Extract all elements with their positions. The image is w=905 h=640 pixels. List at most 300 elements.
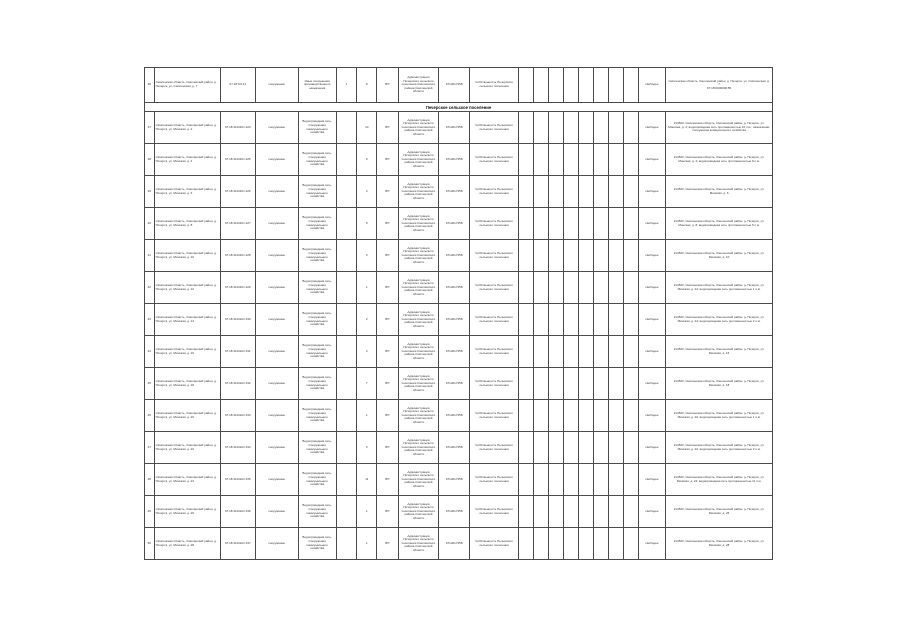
table-row: [145, 400, 773, 432]
col-c: В/Т: [377, 304, 398, 336]
table-row: [145, 368, 773, 400]
status: свободен: [638, 68, 666, 103]
holder: Администрация Печерского сельского поселения Смоленского района Смоленской области: [398, 176, 439, 208]
table-row: [145, 464, 773, 496]
col-c: В/Т: [377, 208, 398, 240]
empty-cell: [608, 144, 623, 176]
col-b: 7: [357, 368, 377, 400]
object-type: сооружение: [255, 336, 298, 368]
col-c: В/Т: [377, 528, 398, 560]
empty-cell: [593, 336, 608, 368]
cadastral-number: 67:18:3110101:131: [220, 336, 255, 368]
owner-right: Собственность Печерского сельского поселения: [470, 368, 519, 400]
status: свободен: [638, 496, 666, 528]
object-purpose: Водопроводная сеть, Сооружения коммунального хозяйства: [298, 144, 336, 176]
col-c: В/Т: [377, 112, 398, 144]
col-b: 0: [357, 68, 377, 103]
location-note: 214520, Смоленская область, Смоленский район, д. Печерск, ул. Минская, д. 6: [666, 176, 773, 208]
table-row: [145, 144, 773, 176]
empty-cell: [548, 208, 563, 240]
row-number: 41: [145, 240, 155, 272]
col-a: [336, 176, 356, 208]
col-b: 1: [357, 528, 377, 560]
location-code: 67:18:0000000:55: [707, 85, 732, 90]
location-note: 214520, Смоленская область, Смоленский район, д. Печерск, ул. Минская, д. 16: [666, 336, 773, 368]
location-note: 214520, Смоленская область, Смоленский район, д. Печерск, ул. Минская, д. 2; водопроводная сеть протяженностью 10 п.м., назначение: сооружения коммунального хозяйства: [666, 112, 773, 144]
object-address: Смоленская область, Смоленский район, д. Печерск, ул. Минская, д. 14: [154, 304, 220, 336]
empty-cell: [578, 304, 593, 336]
empty-cell: [623, 240, 638, 272]
empty-cell: [563, 496, 578, 528]
location-note: 214520, Смоленская область, Смоленский район, д. Печерск, ул. Минская, д. 12; водопроводная сеть протяженностью 1 п.м.: [666, 272, 773, 304]
object-type: сооружение: [255, 400, 298, 432]
empty-cell: [548, 400, 563, 432]
empty-cell: [519, 464, 534, 496]
owner-right: Собственность Печерского сельского поселения: [470, 464, 519, 496]
empty-cell: [593, 272, 608, 304]
row-number: 47: [145, 432, 155, 464]
object-address: Смоленская область, Смоленский район, д. Печерск, ул. Минская, д. 22: [154, 432, 220, 464]
empty-cell: [623, 304, 638, 336]
col-a: [336, 112, 356, 144]
section-header-row: [145, 103, 773, 112]
object-type: сооружение: [255, 432, 298, 464]
row-number: 45: [145, 368, 155, 400]
inn: 6714017258: [439, 68, 470, 103]
empty-cell: [578, 464, 593, 496]
object-type: сооружение: [255, 528, 298, 560]
holder: Администрация Печерского сельского поселения Смоленского района Смоленской области: [398, 304, 439, 336]
empty-cell: [623, 528, 638, 560]
empty-cell: [548, 112, 563, 144]
object-purpose: Водопроводная сеть, Сооружения коммунального хозяйства: [298, 304, 336, 336]
empty-cell: [593, 464, 608, 496]
empty-cell: [608, 496, 623, 528]
owner-right: Собственность Печерского сельского поселения: [470, 496, 519, 528]
holder: Администрация Печерского сельского поселения Смоленского района Смоленской области: [398, 528, 439, 560]
object-purpose: Водопроводная сеть, Сооружения коммунального хозяйства: [298, 368, 336, 400]
empty-cell: [623, 432, 638, 464]
empty-cell: [548, 496, 563, 528]
inn: 6714017258: [439, 176, 470, 208]
empty-cell: [548, 272, 563, 304]
owner-right: Собственность Печерского сельского поселения: [470, 144, 519, 176]
empty-cell: [534, 400, 549, 432]
col-c: В/Т: [377, 240, 398, 272]
inn: 6714017258: [439, 464, 470, 496]
location-note: 214520, Смоленская область, Смоленский район, д. Печерск, ул. Минская, д. 14; водопроводная сеть протяженностью 2 п.м.: [666, 304, 773, 336]
empty-cell: [608, 176, 623, 208]
status: свободен: [638, 336, 666, 368]
col-c: В/Т: [377, 144, 398, 176]
empty-cell: [578, 272, 593, 304]
row-number: 36: [145, 68, 155, 103]
holder: Администрация Печерского сельского поселения Смоленского района Смоленской области: [398, 68, 439, 103]
holder: Администрация Печерского сельского поселения Смоленского района Смоленской области: [398, 496, 439, 528]
object-type: сооружение: [255, 208, 298, 240]
empty-cell: [563, 208, 578, 240]
col-a: [336, 432, 356, 464]
empty-cell: [578, 240, 593, 272]
owner-right: Собственность Печерского сельского поселения: [470, 304, 519, 336]
holder: Администрация Печерского сельского поселения Смоленского района Смоленской области: [398, 400, 439, 432]
object-type: сооружение: [255, 368, 298, 400]
table-row: [145, 304, 773, 336]
owner-right: Собственность Печерского сельского поселения: [470, 432, 519, 464]
empty-cell: [519, 528, 534, 560]
object-type: сооружение: [255, 240, 298, 272]
empty-cell: [534, 112, 549, 144]
table-row: [145, 272, 773, 304]
inn: 6714017258: [439, 400, 470, 432]
row-number: 42: [145, 272, 155, 304]
empty-cell: [519, 304, 534, 336]
empty-cell: [578, 400, 593, 432]
empty-cell: [519, 208, 534, 240]
empty-cell: [548, 528, 563, 560]
empty-cell: [593, 432, 608, 464]
row-number: 49: [145, 496, 155, 528]
empty-cell: [534, 208, 549, 240]
empty-cell: [563, 368, 578, 400]
object-address: Смоленская область, Смоленский район, д. Печерск, ул. Смоленская, д. 7: [154, 68, 220, 103]
status: свободен: [638, 240, 666, 272]
object-purpose: Водопроводная сеть, Сооружения коммунального хозяйства: [298, 176, 336, 208]
row-number: 40: [145, 208, 155, 240]
location-note: 214520, Смоленская область, Смоленский район, д. Печерск, ул. Минская, д. 24; водопроводная сеть протяженностью 11 п.м.: [666, 464, 773, 496]
object-address: Смоленская область, Смоленский район, д. Печерск, ул. Минская, д. 26: [154, 496, 220, 528]
col-c: В/Т: [377, 272, 398, 304]
empty-cell: [519, 496, 534, 528]
owner-right: Собственность Печерского сельского поселения: [470, 400, 519, 432]
inn: 6714017258: [439, 144, 470, 176]
empty-cell: [593, 208, 608, 240]
location: Смоленская область, Смоленский район, д. Печерск, ул. Смоленская, д. 7: [668, 78, 770, 87]
col-b: 9: [357, 144, 377, 176]
empty-cell: [578, 176, 593, 208]
object-type: сооружение: [255, 68, 298, 103]
object-address: Смоленская область, Смоленский район, д. Печерск, ул. Минская, д. 28: [154, 528, 220, 560]
col-b: 2: [357, 304, 377, 336]
empty-cell: [548, 464, 563, 496]
section-title: Печерское сельское поселение: [145, 103, 773, 112]
cadastral-number: 67:18:3110101:132: [220, 368, 255, 400]
empty-cell: [608, 304, 623, 336]
cadastral-number: 67:18:3110101:126: [220, 176, 255, 208]
col-a: [336, 304, 356, 336]
empty-cell: [548, 432, 563, 464]
col-c: В/Т: [377, 432, 398, 464]
empty-cell: [608, 112, 623, 144]
empty-cell: [593, 368, 608, 400]
cadastral-number: 67:18:0:0:11: [220, 68, 255, 103]
owner-right: Собственность Печерского сельского поселения: [470, 68, 519, 103]
col-c: В/Т: [377, 336, 398, 368]
empty-cell: [563, 176, 578, 208]
empty-cell: [578, 496, 593, 528]
location-block: [666, 68, 773, 103]
empty-cell: [623, 144, 638, 176]
object-address: Смоленская область, Смоленский район, д. Печерск, ул. Минская, д. 4: [154, 144, 220, 176]
row-number: 43: [145, 304, 155, 336]
col-a: 1: [336, 68, 356, 103]
empty-cell: [623, 176, 638, 208]
empty-cell: [578, 432, 593, 464]
object-purpose: Водопроводная сеть, Сооружения коммунального хозяйства: [298, 432, 336, 464]
empty-cell: [578, 528, 593, 560]
empty-cell: [608, 464, 623, 496]
empty-cell: [548, 144, 563, 176]
empty-cell: [519, 176, 534, 208]
col-c: В/Т: [377, 400, 398, 432]
location-note: 214520, Смоленская область, Смоленский район, д. Печерск, ул. Минская, д. 10: [666, 240, 773, 272]
object-address: Смоленская область, Смоленский район, д. Печерск, ул. Минская, д. 2: [154, 112, 220, 144]
empty-cell: [578, 208, 593, 240]
status: свободен: [638, 112, 666, 144]
empty-cell: [563, 112, 578, 144]
col-a: [336, 208, 356, 240]
empty-cell: [593, 240, 608, 272]
empty-cell: [534, 464, 549, 496]
status: свободен: [638, 368, 666, 400]
empty-cell: [534, 144, 549, 176]
empty-cell: [608, 432, 623, 464]
object-type: сооружение: [255, 144, 298, 176]
owner-right: Собственность Печерского сельского поселения: [470, 336, 519, 368]
col-a: [336, 144, 356, 176]
owner-right: Собственность Печерского сельского поселения: [470, 176, 519, 208]
location-note: 214520, Смоленская область, Смоленский район, д. Печерск, ул. Минская, д. 28: [666, 528, 773, 560]
inn: 6714017258: [439, 272, 470, 304]
empty-cell: [608, 208, 623, 240]
status: свободен: [638, 528, 666, 560]
holder: Администрация Печерского сельского поселения Смоленского района Смоленской области: [398, 336, 439, 368]
col-a: [336, 368, 356, 400]
status: свободен: [638, 272, 666, 304]
col-b: 1: [357, 400, 377, 432]
empty-cell: [563, 144, 578, 176]
status: свободен: [638, 464, 666, 496]
col-c: В/Т: [377, 496, 398, 528]
object-type: сооружение: [255, 496, 298, 528]
object-purpose: Водопроводная сеть, Сооружения коммунального хозяйства: [298, 336, 336, 368]
empty-cell: [548, 304, 563, 336]
col-b: 3: [357, 240, 377, 272]
table-row: [145, 240, 773, 272]
status: свободен: [638, 208, 666, 240]
object-purpose: Водопроводная сеть, Сооружения коммунального хозяйства: [298, 112, 336, 144]
col-b: 10: [357, 112, 377, 144]
table-row-first: [145, 68, 773, 103]
inn: 6714017258: [439, 368, 470, 400]
empty-cell: [593, 144, 608, 176]
holder: Администрация Печерского сельского поселения Смоленского района Смоленской области: [398, 432, 439, 464]
empty-cell: [534, 272, 549, 304]
col-a: [336, 336, 356, 368]
col-b: 4: [357, 176, 377, 208]
cadastral-number: 67:18:3110101:133: [220, 400, 255, 432]
cadastral-number: 67:18:3110101:135: [220, 464, 255, 496]
holder: Администрация Печерского сельского поселения Смоленского района Смоленской области: [398, 240, 439, 272]
empty-cell: [623, 208, 638, 240]
object-purpose: Водопроводная сеть, Сооружения коммунального хозяйства: [298, 496, 336, 528]
table-row: [145, 336, 773, 368]
empty-cell: [548, 336, 563, 368]
col-a: [336, 528, 356, 560]
empty-cell: [608, 272, 623, 304]
inn: 6714017258: [439, 432, 470, 464]
status: свободен: [638, 176, 666, 208]
holder: Администрация Печерского сельского поселения Смоленского района Смоленской области: [398, 208, 439, 240]
owner-right: Собственность Печерского сельского поселения: [470, 240, 519, 272]
object-address: Смоленская область, Смоленский район, д. Печерск, ул. Минская, д. 10: [154, 240, 220, 272]
owner-right: Собственность Печерского сельского поселения: [470, 112, 519, 144]
empty-cell: [563, 464, 578, 496]
location-note: 214520, Смоленская область, Смоленский район, д. Печерск, ул. Минская, д. 22; водопроводная сеть протяженностью 3 п.м.: [666, 432, 773, 464]
empty-cell: [534, 240, 549, 272]
object-purpose: Водопроводная сеть, Сооружения коммунального хозяйства: [298, 208, 336, 240]
document-page: [144, 67, 773, 571]
row-number: 46: [145, 400, 155, 432]
inn: 6714017258: [439, 496, 470, 528]
empty-cell: [563, 400, 578, 432]
empty-cell: [608, 400, 623, 432]
cadastral-number: 67:18:3110101:134: [220, 432, 255, 464]
owner-right: Собственность Печерского сельского поселения: [470, 208, 519, 240]
empty-cell: [519, 336, 534, 368]
object-address: Смоленская область, Смоленский район, д. Печерск, ул. Минская, д. 8: [154, 208, 220, 240]
holder: Администрация Печерского сельского поселения Смоленского района Смоленской области: [398, 144, 439, 176]
object-address: Смоленская область, Смоленский район, д. Печерск, ул. Минская, д. 20: [154, 400, 220, 432]
row-number: 50: [145, 528, 155, 560]
row-number: 44: [145, 336, 155, 368]
empty-cell: [548, 240, 563, 272]
status: свободен: [638, 304, 666, 336]
col-b: 5: [357, 208, 377, 240]
object-type: сооружение: [255, 304, 298, 336]
row-number: 39: [145, 176, 155, 208]
col-a: [336, 240, 356, 272]
object-type: сооружение: [255, 272, 298, 304]
holder: Администрация Печерского сельского поселения Смоленского района Смоленской области: [398, 112, 439, 144]
empty-cell: [593, 400, 608, 432]
col-b: 3: [357, 432, 377, 464]
empty-cell: [519, 272, 534, 304]
cadastral-number: 67:18:3110101:129: [220, 272, 255, 304]
inn: 6714017258: [439, 528, 470, 560]
table-row: [145, 176, 773, 208]
empty-cell: [578, 144, 593, 176]
table-row: [145, 528, 773, 560]
empty-cell: [578, 336, 593, 368]
inn: 6714017258: [439, 208, 470, 240]
empty-cell: [563, 432, 578, 464]
col-b: 4: [357, 336, 377, 368]
cadastral-number: 67:18:3110101:125: [220, 144, 255, 176]
empty-cell: [534, 496, 549, 528]
empty-cell: [563, 272, 578, 304]
col-c: В/Т: [377, 464, 398, 496]
col-a: [336, 464, 356, 496]
empty-cell: [593, 528, 608, 560]
empty-cell: [563, 304, 578, 336]
cadastral-number: 67:18:3110101:123: [220, 112, 255, 144]
empty-cell: [608, 336, 623, 368]
holder: Администрация Печерского сельского поселения Смоленского района Смоленской области: [398, 368, 439, 400]
table-row: [145, 112, 773, 144]
location-note: 214520, Смоленская область, Смоленский район, д. Печерск, ул. Минская, д. 18: [666, 368, 773, 400]
col-b: 1: [357, 272, 377, 304]
object-address: Смоленская область, Смоленский район, д. Печерск, ул. Минская, д. 12: [154, 272, 220, 304]
empty-cell: [548, 176, 563, 208]
empty-cell: [608, 240, 623, 272]
col-a: [336, 400, 356, 432]
empty-cell: [593, 304, 608, 336]
col-a: [336, 496, 356, 528]
empty-cell: [534, 176, 549, 208]
status: свободен: [638, 400, 666, 432]
object-type: сооружение: [255, 464, 298, 496]
location-note: 214520, Смоленская область, Смоленский район, д. Печерск, ул. Минская, д. 20; водопроводная сеть протяженностью 1 п.м.: [666, 400, 773, 432]
status: свободен: [638, 144, 666, 176]
empty-cell: [593, 496, 608, 528]
owner-right: Собственность Печерского сельского поселения: [470, 528, 519, 560]
cadastral-number: 67:18:3110101:128: [220, 240, 255, 272]
empty-cell: [563, 528, 578, 560]
empty-cell: [593, 112, 608, 144]
col-c: В/Т: [377, 368, 398, 400]
empty-cell: [563, 240, 578, 272]
row-number: 48: [145, 464, 155, 496]
empty-cell: [519, 144, 534, 176]
cadastral-number: 67:18:3110101:136: [220, 496, 255, 528]
inn: 6714017258: [439, 112, 470, 144]
inn: 6714017258: [439, 240, 470, 272]
empty-cell: [519, 112, 534, 144]
empty-cell: [563, 336, 578, 368]
empty-cell: [623, 336, 638, 368]
object-address: Смоленская область, Смоленский район, д. Печерск, ул. Минская, д. 18: [154, 368, 220, 400]
col-c: В/Т: [377, 176, 398, 208]
empty-cell: [534, 304, 549, 336]
inn: 6714017258: [439, 304, 470, 336]
empty-cell: [608, 368, 623, 400]
empty-cell: [578, 368, 593, 400]
col-b: 1: [357, 496, 377, 528]
empty-cell: [534, 528, 549, 560]
object-address: Смоленская область, Смоленский район, д. Печерск, ул. Минская, д. 24: [154, 464, 220, 496]
col-b: 11: [357, 464, 377, 496]
table-row: [145, 496, 773, 528]
col-a: [336, 272, 356, 304]
object-type: сооружение: [255, 176, 298, 208]
object-purpose: Водопроводная сеть, Сооружения коммунального хозяйства: [298, 240, 336, 272]
location-note: 214520, Смоленская область, Смоленский район, д. Печерск, ул. Минская, д. 4; водопроводная сеть протяженностью 9 п.м.: [666, 144, 773, 176]
cadastral-number: 67:18:3110101:137: [220, 528, 255, 560]
empty-cell: [623, 496, 638, 528]
registry-table: [144, 67, 773, 560]
empty-cell: [623, 368, 638, 400]
location-note: 214520, Смоленская область, Смоленский район, д. Печерск, ул. Минская, д. 26: [666, 496, 773, 528]
empty-cell: [623, 112, 638, 144]
holder: Администрация Печерского сельского поселения Смоленского района Смоленской области: [398, 272, 439, 304]
empty-cell: [534, 336, 549, 368]
empty-cell: [519, 432, 534, 464]
object-purpose: Водопроводная сеть, Сооружения коммунального хозяйства: [298, 528, 336, 560]
object-address: Смоленская область, Смоленский район, д. Печерск, ул. Минская, д. 6: [154, 176, 220, 208]
table-row: [145, 432, 773, 464]
owner-right: Собственность Печерского сельского поселения: [470, 272, 519, 304]
